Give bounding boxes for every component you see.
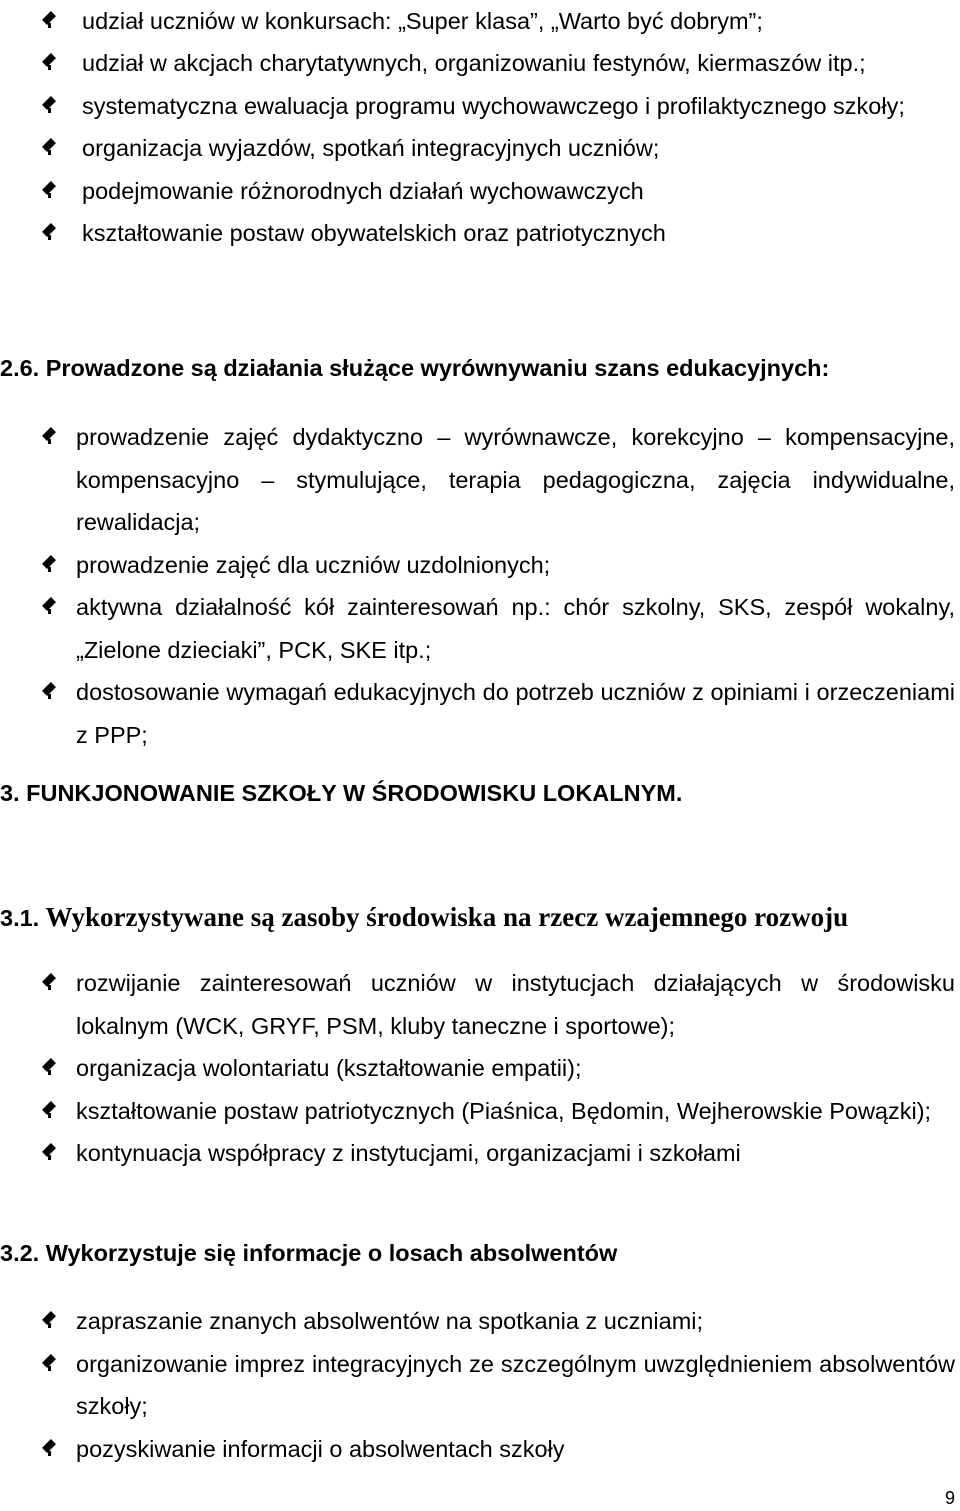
list-item (40, 1047, 955, 1090)
section-title: Wykorzystywane są zasoby środowiska na rzecz wzajemnego rozwoju (45, 902, 849, 932)
list-item-text: kształtowanie postaw obywatelskich oraz patriotycznych (82, 220, 666, 247)
list-item (40, 170, 960, 212)
list-item-text: podejmowanie różnorodnych działań wychowawczych (82, 177, 644, 204)
list-item (40, 1428, 955, 1471)
list-item-text: systematyczna ewaluacja programu wychowawczego i profilaktycznego szkoły; (82, 92, 905, 119)
bullet-list-equal-opportunities (40, 416, 955, 756)
list-item-text: organizacja wyjazdów, spotkań integracyjnych uczniów; (82, 135, 660, 162)
diamond-bullet-icon (40, 85, 62, 128)
list-item-text: prowadzenie zajęć dydaktyczno – wyrównawcze, korekcyjno – kompensacyjne, kompensacyjno – stymulujące, terapia pedagogiczna, zajęcia indywidualne, rewalidacja; (76, 424, 955, 535)
list-item-text: rozwijanie zainteresowań uczniów w instytucjach działających w środowisku lokalnym (WCK, GRYF, PSM, kluby taneczne i sportowe); (76, 970, 955, 1039)
diamond-bullet-icon (40, 962, 62, 1005)
list-item-text: kontynuacja współpracy z instytucjami, organizacjami i szkołami (76, 1140, 741, 1166)
list-item (40, 962, 955, 1047)
list-item (40, 85, 960, 127)
list-item-text: pozyskiwanie informacji o absolwentach szkoły (76, 1435, 565, 1462)
section-heading-3-1 (0, 902, 848, 933)
bullet-list-alumni (40, 1300, 955, 1470)
diamond-bullet-icon (40, 127, 62, 170)
section-heading-3-2: 3.2. Wykorzystuje się informacje o losach absolwentów (0, 1240, 618, 1266)
section-number: 3.1. (0, 905, 40, 931)
diamond-bullet-icon (40, 586, 62, 629)
diamond-bullet-icon (40, 212, 62, 255)
list-item-text: organizowanie imprez integracyjnych ze szczególnym uwzględnieniem absolwentów szkoły; (76, 1350, 955, 1419)
diamond-bullet-icon (40, 1343, 62, 1386)
bullet-list-local-resources (40, 962, 955, 1175)
section-heading-3: 3. FUNKJONOWANIE SZKOŁY W ŚRODOWISKU LOKALNYM. (0, 780, 683, 806)
section-heading-2-6: 2.6. Prowadzone są działania służące wyrównywaniu szans edukacyjnych: (0, 355, 830, 381)
list-item (40, 127, 960, 169)
list-item (40, 42, 960, 84)
list-item (40, 1300, 955, 1343)
diamond-bullet-icon (40, 1428, 62, 1471)
list-item (40, 671, 955, 756)
list-item-text: zapraszanie znanych absolwentów na spotkania z uczniami; (76, 1308, 704, 1334)
list-item (40, 1343, 955, 1428)
list-item (40, 212, 960, 254)
list-item (40, 1132, 955, 1175)
list-item (40, 0, 960, 42)
list-item-text: aktywna działalność kół zainteresowań np.: chór szkolny, SKS, zespół wokalny, „Zielone dzieciaki”, PCK, SKE itp.; (76, 594, 955, 663)
diamond-bullet-icon (40, 1132, 62, 1175)
diamond-bullet-icon (40, 42, 62, 85)
list-item (40, 416, 955, 544)
list-item-text: kształtowanie postaw patriotycznych (Piaśnica, Będomin, Wejherowskie Powązki); (76, 1097, 932, 1124)
list-item-text: udział w akcjach charytatywnych, organizowaniu festynów, kiermaszów itp.; (82, 50, 866, 77)
list-item (40, 586, 955, 671)
list-item (40, 544, 955, 587)
diamond-bullet-icon (40, 416, 62, 459)
diamond-bullet-icon (40, 671, 62, 714)
list-item-text: organizacja wolontariatu (kształtowanie empatii); (76, 1055, 582, 1081)
list-item (40, 1090, 955, 1133)
diamond-bullet-icon (40, 1090, 62, 1133)
bullet-list-activities (40, 0, 960, 254)
diamond-bullet-icon (40, 170, 62, 213)
page-number: 9 (944, 1488, 955, 1508)
diamond-bullet-icon (40, 0, 62, 43)
diamond-bullet-icon (40, 544, 62, 587)
diamond-bullet-icon (40, 1047, 62, 1090)
list-item-text: prowadzenie zajęć dla uczniów uzdolnionych; (76, 551, 551, 578)
list-item-text: dostosowanie wymagań edukacyjnych do potrzeb uczniów z opiniami i orzeczeniami z PPP; (76, 679, 955, 748)
list-item-text: udział uczniów w konkursach: „Super klasa”, „Warto być dobrym”; (82, 8, 763, 34)
diamond-bullet-icon (40, 1300, 62, 1343)
